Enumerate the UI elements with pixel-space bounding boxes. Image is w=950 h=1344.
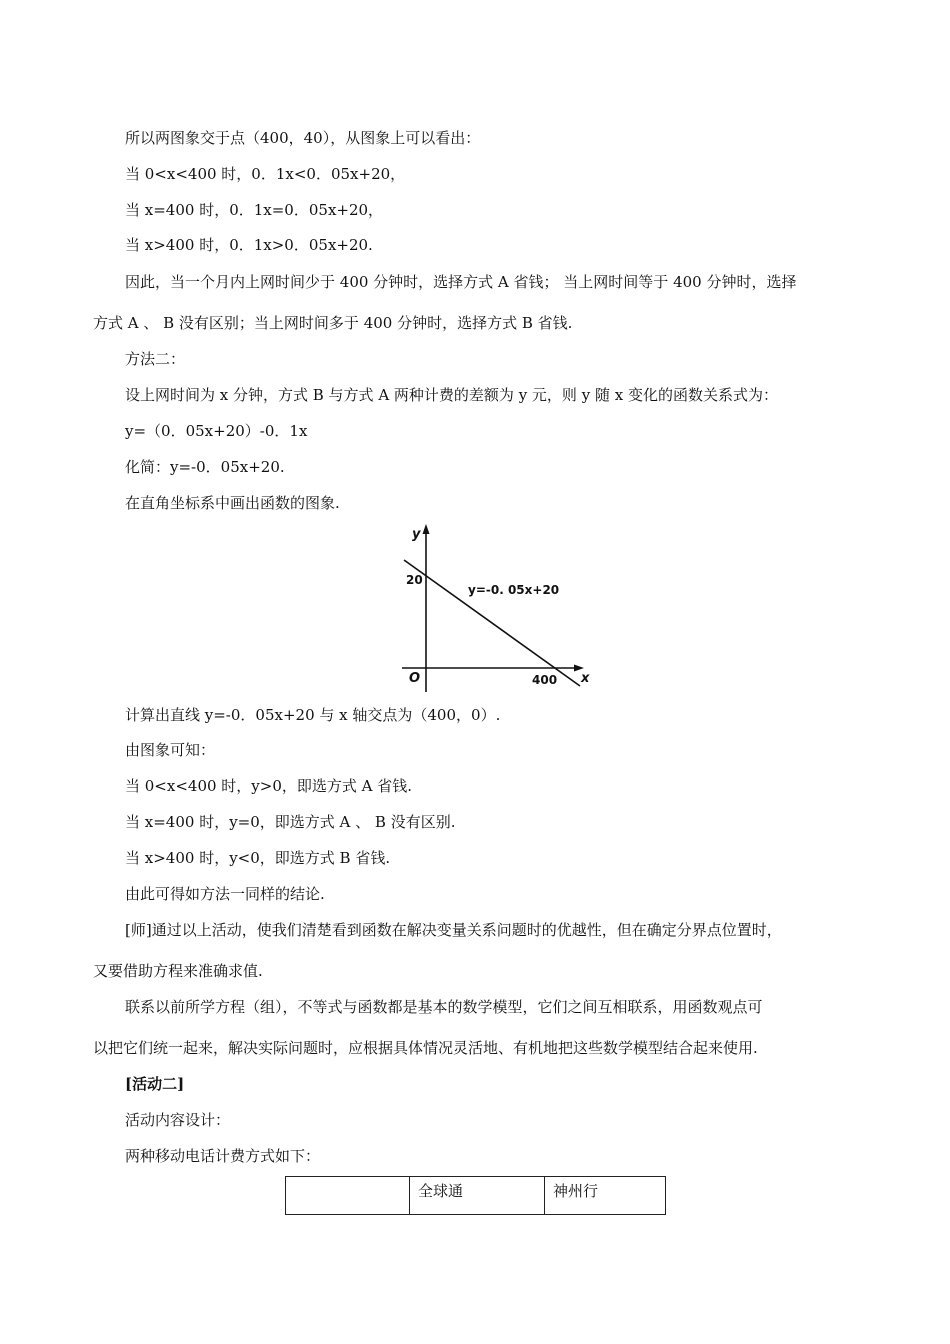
text-line: 由此可得如方法一同样的结论. <box>125 885 325 903</box>
text-line: 两种移动电话计费方式如下： <box>125 1147 321 1165</box>
x-axis-label: x <box>581 671 590 686</box>
text-line: 活动内容设计： <box>125 1111 231 1129</box>
table-cell-empty <box>286 1177 410 1215</box>
table-header-shenzhouxing: 神州行 <box>545 1177 666 1215</box>
text-line: 以把它们统一起来，解决实际问题时，应根据具体情况灵活地、有机地把这些数学模型结合起来使用. <box>93 1039 758 1057</box>
text-line: 当 0<x<400 时，y>0，即选方式 A 省钱. <box>125 777 413 795</box>
pricing-table <box>285 1176 666 1215</box>
text-line: 在直角坐标系中画出函数的图象. <box>125 494 340 512</box>
text-line: 所以两图象交于点（400，40），从图象上可以看出： <box>125 129 481 147</box>
text-line: 当 x=400 时，y=0，即选方式 A 、 B 没有区别. <box>125 813 456 831</box>
text-line: 由图象可知： <box>125 741 216 759</box>
table-row <box>286 1177 666 1215</box>
text-line: 当 x>400 时，y<0，即选方式 B 省钱. <box>125 849 391 867</box>
equation-label: y=-0. 05x+20 <box>468 583 560 597</box>
text-line: 设上网时间为 x 分钟，方式 B 与方式 A 两种计费的差额为 y 元，则 y 随 x 变化的函数关系式为： <box>125 386 778 404</box>
function-graph <box>398 520 594 696</box>
table-header-quanqiutong: 全球通 <box>410 1177 545 1215</box>
text-line: 当 0<x<400 时，0．1x<0．05x+20， <box>125 165 406 183</box>
text-line: 计算出直线 y=-0．05x+20 与 x 轴交点为（400，0）. <box>125 706 501 724</box>
text-line: 又要借助方程来准确求值. <box>93 962 263 980</box>
formula-line: 化简：y=-0．05x+20. <box>125 458 285 476</box>
y-intercept-label: 20 <box>406 573 423 587</box>
text-line: 当 x=400 时，0．1x=0．05x+20， <box>125 201 384 219</box>
activity-heading: [活动二] <box>125 1075 185 1093</box>
y-axis-label: y <box>412 527 421 542</box>
text-line: 方式 A 、 B 没有区别；当上网时间多于 400 分钟时，选择方式 B 省钱. <box>93 314 573 332</box>
text-line: 因此，当一个月内上网时间少于 400 分钟时，选择方式 A 省钱； 当上网时间等于 400 分钟时，选择 <box>125 273 797 291</box>
section-label: 方法二： <box>125 350 186 368</box>
text-line: 联系以前所学方程（组），不等式与函数都是基本的数学模型，它们之间互相联系，用函数观点可 <box>125 998 763 1016</box>
text-line: [师]通过以上活动，使我们清楚看到函数在解决变量关系问题时的优越性，但在确定分界点位置时， <box>125 921 782 939</box>
formula-line: y=（0．05x+20）-0．1x <box>125 422 308 440</box>
origin-label: O <box>409 671 421 686</box>
graph-line <box>404 560 580 686</box>
x-intercept-label: 400 <box>532 673 558 687</box>
text-line: 当 x>400 时，0．1x>0．05x+20. <box>125 236 373 254</box>
